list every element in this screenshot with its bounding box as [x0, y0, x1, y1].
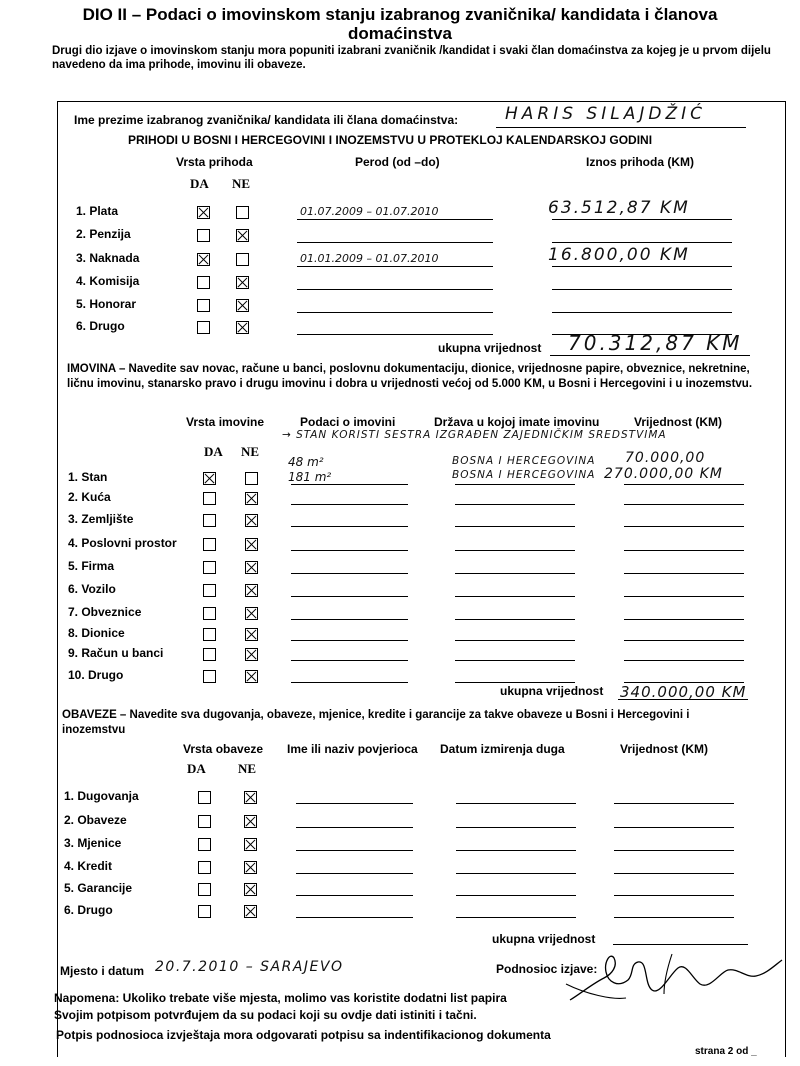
liability-date-line — [456, 873, 576, 874]
asset-da-checkbox[interactable] — [203, 561, 216, 574]
income-col-type: Vrsta prihoda — [176, 155, 253, 169]
liabilities-ne-header: NE — [238, 761, 257, 776]
asset-info-line — [291, 660, 408, 661]
liability-creditor-line — [296, 917, 413, 918]
asset-country-line — [455, 660, 575, 661]
income-da-checkbox[interactable] — [197, 276, 210, 289]
asset-row-label: 3. Zemljište — [68, 512, 134, 526]
liability-date-line — [456, 895, 576, 896]
asset-info-line — [291, 619, 408, 620]
asset-country-line — [455, 596, 575, 597]
page-number: strana 2 od _ — [695, 1046, 757, 1057]
asset-country-line — [455, 550, 575, 551]
income-ne-checkbox[interactable] — [236, 253, 249, 266]
asset-ne-checkbox[interactable] — [245, 584, 258, 597]
asset-da-checkbox[interactable] — [203, 607, 216, 620]
income-amount-line — [552, 289, 732, 290]
asset-row-label: 1. Stan — [68, 470, 108, 484]
asset-info-line — [291, 682, 408, 683]
footer-note-3: Potpis podnosioca izvještaja mora odgovarati potpisu sa indentifikacionog dokumenta — [56, 1028, 551, 1042]
liability-creditor-line — [296, 895, 413, 896]
liability-ne-checkbox[interactable] — [244, 905, 257, 918]
liability-ne-checkbox[interactable] — [244, 861, 257, 874]
asset-country-line — [455, 526, 575, 527]
income-row-label: 5. Honorar — [76, 297, 137, 311]
liabilities-col-date: Datum izmirenja duga — [440, 742, 565, 756]
assets-col-country: Država u kojoj imate imovinu — [434, 415, 600, 429]
income-row-label: 6. Drugo — [76, 319, 125, 333]
liability-ne-checkbox[interactable] — [244, 838, 257, 851]
liability-da-checkbox[interactable] — [198, 838, 211, 851]
asset-value-line — [624, 640, 744, 641]
liability-creditor-line — [296, 827, 413, 828]
income-amount-line — [552, 266, 732, 267]
asset-info-line — [291, 640, 408, 641]
asset-row-label: 8. Dionice — [68, 626, 125, 640]
liability-date-line — [456, 827, 576, 828]
liabilities-heading: OBAVEZE – Navedite sva dugovanja, obaveze, mjenice, kredite i garancije za takve obaveze u Bosni i Hercegovini i inozemstvu — [62, 709, 690, 736]
signer-label: Podnosioc izjave: — [496, 962, 598, 976]
income-amount-value[interactable]: 63.512,87 KM — [548, 198, 690, 218]
liability-value-line — [614, 803, 734, 804]
page-title-cont: domaćinstva — [348, 24, 452, 43]
asset-da-checkbox[interactable] — [203, 584, 216, 597]
income-period-line — [297, 312, 493, 313]
asset-ne-checkbox[interactable] — [245, 648, 258, 661]
income-ne-header: NE — [232, 176, 251, 191]
income-da-checkbox[interactable] — [197, 229, 210, 242]
assets-ne-header: NE — [241, 444, 260, 459]
income-ne-checkbox[interactable] — [236, 229, 249, 242]
liability-date-line — [456, 850, 576, 851]
asset-country-line — [455, 640, 575, 641]
liability-value-line — [614, 827, 734, 828]
asset-value-line — [624, 596, 744, 597]
income-period-value[interactable]: 01.07.2009 – 01.07.2010 — [300, 205, 439, 218]
place-date-label: Mjesto i datum — [60, 964, 145, 978]
asset-row-label: 5. Firma — [68, 559, 115, 573]
asset-row-label: 7. Obveznice — [68, 605, 142, 619]
asset-value-line — [624, 660, 744, 661]
place-date-value[interactable]: 20.7.2010 – SARAJEVO — [155, 959, 344, 975]
liabilities-da-header: DA — [187, 761, 206, 776]
assets-total-value[interactable]: 340.000,00 KM — [620, 683, 747, 701]
asset-value-line — [624, 550, 744, 551]
income-period-line — [297, 219, 493, 220]
liability-date-line — [456, 917, 576, 918]
asset-value-value[interactable]: 70.000,00 — [625, 450, 706, 466]
asset-country-value[interactable]: BOSNA I HERCEGOVINA — [452, 469, 596, 481]
income-period-line — [297, 334, 493, 335]
person-name-line — [496, 127, 746, 128]
assets-col-info: Podaci o imovini — [300, 415, 396, 429]
asset-value-line — [624, 619, 744, 620]
asset-info-line — [291, 504, 408, 505]
income-col-amount: Iznos prihoda (KM) — [586, 155, 694, 169]
income-amount-line — [552, 242, 732, 243]
income-period-line — [297, 289, 493, 290]
asset-da-checkbox[interactable] — [203, 538, 216, 551]
income-ne-checkbox[interactable] — [236, 299, 249, 312]
asset-ne-checkbox[interactable] — [245, 628, 258, 641]
income-ne-checkbox[interactable] — [236, 321, 249, 334]
income-col-period: Perod (od –do) — [355, 155, 440, 169]
asset-ne-checkbox[interactable] — [245, 472, 258, 485]
asset-country-line — [455, 504, 575, 505]
asset-value-line — [624, 484, 744, 485]
asset-info-value[interactable]: 181 m² — [288, 470, 332, 484]
asset-ne-checkbox[interactable] — [245, 492, 258, 505]
liabilities-col-value: Vrijednost (KM) — [620, 742, 709, 756]
liability-creditor-line — [296, 803, 413, 804]
income-row-label: 2. Penzija — [76, 227, 131, 241]
asset-value-line — [624, 526, 744, 527]
asset-country-line — [455, 484, 575, 485]
income-ne-checkbox[interactable] — [236, 276, 249, 289]
asset-value-value[interactable]: 270.000,00 KM — [604, 466, 723, 482]
liability-value-line — [614, 850, 734, 851]
income-period-value[interactable]: 01.01.2009 – 01.07.2010 — [300, 252, 439, 265]
asset-ne-checkbox[interactable] — [245, 607, 258, 620]
income-amount-line — [552, 219, 732, 220]
asset-row-label: 4. Poslovni prostor — [68, 536, 177, 550]
asset-ne-checkbox[interactable] — [245, 538, 258, 551]
asset-da-checkbox[interactable] — [203, 670, 216, 683]
income-amount-value[interactable]: 16.800,00 KM — [548, 245, 690, 265]
assets-col-value: Vrijednost (KM) — [634, 415, 723, 429]
income-da-checkbox[interactable] — [197, 299, 210, 312]
asset-da-checkbox[interactable] — [203, 628, 216, 641]
income-period-line — [297, 242, 493, 243]
liability-da-checkbox[interactable] — [198, 791, 211, 804]
asset-info-line — [291, 573, 408, 574]
liability-creditor-line — [296, 873, 413, 874]
income-da-checkbox[interactable] — [197, 253, 210, 266]
income-ne-checkbox[interactable] — [236, 206, 249, 219]
asset-da-checkbox[interactable] — [203, 492, 216, 505]
income-heading: PRIHODI U BOSNI I HERCEGOVINI I INOZEMSTVU U PROTEKLOJ KALENDARSKOJ GODINI — [128, 133, 653, 147]
asset-ne-checkbox[interactable] — [245, 561, 258, 574]
asset-country-line — [455, 573, 575, 574]
asset-da-checkbox[interactable] — [203, 514, 216, 527]
liability-creditor-line — [296, 850, 413, 851]
income-row-label: 4. Komisija — [76, 274, 140, 288]
asset-ne-checkbox[interactable] — [245, 670, 258, 683]
asset-row-label: 10. Drugo — [68, 668, 124, 682]
liability-ne-checkbox[interactable] — [244, 791, 257, 804]
income-row-label: 3. Naknada — [76, 251, 140, 265]
liability-row-label: 1. Dugovanja — [64, 789, 139, 803]
asset-country-line — [455, 682, 575, 683]
assets-handwritten-note: → STAN KORISTI SESTRA IZGRAĐEN ZAJEDNIČKIM SREDSTVIMA — [282, 429, 667, 441]
asset-row-label: 6. Vozilo — [68, 582, 116, 596]
income-da-checkbox[interactable] — [197, 321, 210, 334]
person-name-value[interactable]: HARIS SILAJDŽIĆ — [505, 104, 706, 124]
income-total-line — [550, 355, 750, 356]
asset-ne-checkbox[interactable] — [245, 514, 258, 527]
liability-value-line — [614, 895, 734, 896]
asset-info-line — [291, 550, 408, 551]
intro-text: Drugi dio izjave o imovinskom stanju mora popuniti izabrani zvaničnik /kandidat i svaki član domaćinstva za kojeg je u prvom dijelu navedeno da ima prihode, imovinu ili obaveze. — [52, 45, 771, 71]
liabilities-col-type: Vrsta obaveze — [183, 742, 264, 756]
liability-da-checkbox[interactable] — [198, 883, 211, 896]
income-da-header: DA — [190, 176, 209, 191]
income-row-label: 1. Plata — [76, 204, 119, 218]
assets-col-type: Vrsta imovine — [186, 415, 265, 429]
liability-ne-checkbox[interactable] — [244, 883, 257, 896]
liability-value-line — [614, 873, 734, 874]
asset-info-line — [291, 526, 408, 527]
page-title: DIO II – Podaci o imovinskom stanju izabranog zvaničnika/ kandidata i članova — [82, 5, 718, 24]
liability-ne-checkbox[interactable] — [244, 815, 257, 828]
person-label: Ime prezime izabranog zvaničnika/ kandidata ili člana domaćinstva: — [74, 113, 459, 127]
asset-country-line — [455, 619, 575, 620]
liability-row-label: 6. Drugo — [64, 903, 113, 917]
liabilities-col-creditor: Ime ili naziv povjerioca — [287, 742, 418, 756]
footer-note-1: Napomena: Ukoliko trebate više mjesta, molimo vas koristite dodatni list papira — [54, 991, 507, 1005]
liability-da-checkbox[interactable] — [198, 861, 211, 874]
asset-row-label: 2. Kuća — [68, 490, 111, 504]
asset-value-line — [624, 504, 744, 505]
income-total-label: ukupna vrijednost — [438, 341, 542, 355]
liability-row-label: 2. Obaveze — [64, 813, 127, 827]
asset-row-label: 9. Račun u banci — [68, 646, 164, 660]
liability-row-label: 3. Mjenice — [64, 836, 122, 850]
income-period-line — [297, 266, 493, 267]
liability-value-line — [614, 917, 734, 918]
asset-info-value[interactable]: 48 m² — [288, 455, 324, 469]
liability-row-label: 4. Kredit — [64, 859, 113, 873]
liability-row-label: 5. Garancije — [64, 881, 133, 895]
assets-heading: IMOVINA – Navedite sav novac, račune u banci, poslovnu dokumentaciju, dionice, vrijednosne papire, obveznice, nekretnine, ličnu imovinu, stanarsko pravo i drugu imovinu i dobra u vrijednosti većoj od 5.000 KM, u Bosni i Hercegovini i u inozemstvu. — [67, 363, 753, 390]
income-total-value[interactable]: 70.312,87 KM — [568, 331, 743, 355]
asset-country-value[interactable]: BOSNA I HERCEGOVINA — [452, 455, 596, 467]
assets-da-header: DA — [204, 444, 223, 459]
liability-da-checkbox[interactable] — [198, 905, 211, 918]
liability-date-line — [456, 803, 576, 804]
income-amount-line — [552, 312, 732, 313]
asset-da-checkbox[interactable] — [203, 472, 216, 485]
assets-total-label: ukupna vrijednost — [500, 684, 604, 698]
asset-info-line — [291, 484, 408, 485]
asset-da-checkbox[interactable] — [203, 648, 216, 661]
asset-value-line — [624, 573, 744, 574]
footer-note-2: Svojim potpisom potvrđujem da su podaci koji su ovdje dati istiniti i tačni. — [54, 1008, 477, 1022]
liabilities-total-label: ukupna vrijednost — [492, 932, 596, 946]
asset-info-line — [291, 596, 408, 597]
income-da-checkbox[interactable] — [197, 206, 210, 219]
liability-da-checkbox[interactable] — [198, 815, 211, 828]
signature-image — [560, 944, 785, 1010]
